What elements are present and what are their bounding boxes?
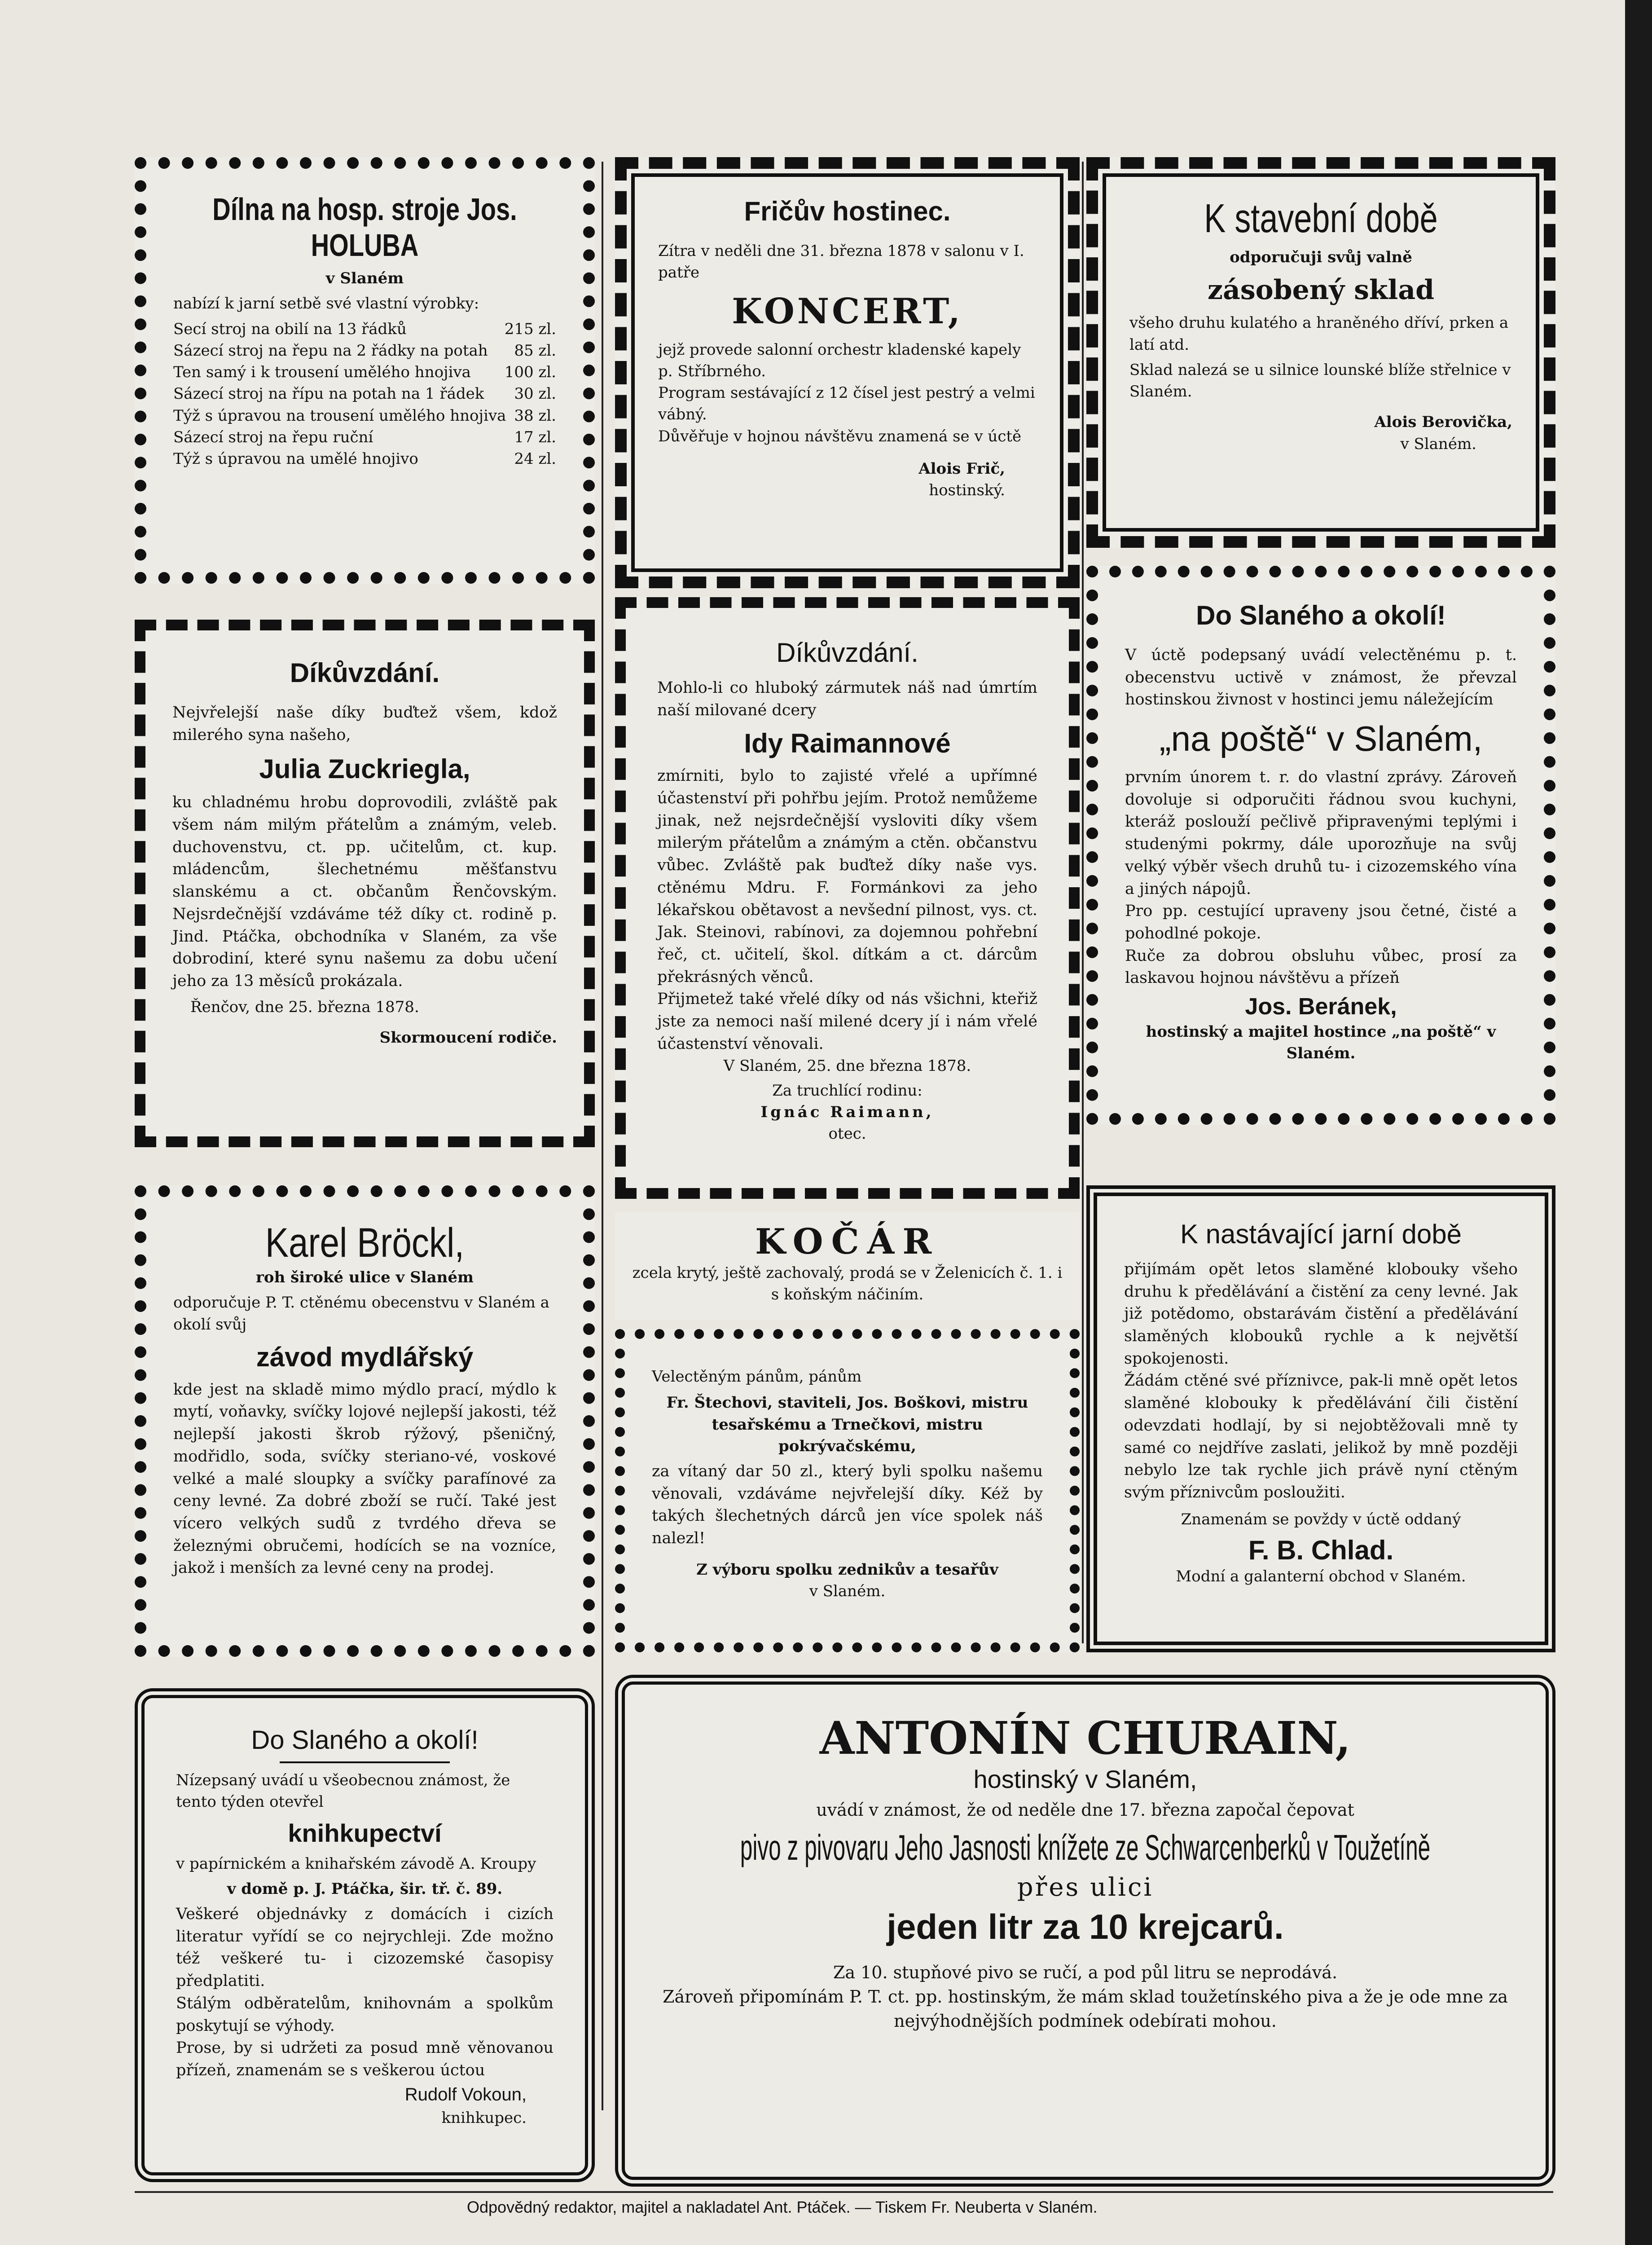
kroupa-rule xyxy=(280,1761,449,1763)
fric-title: Fričův hostinec. xyxy=(744,196,951,226)
fric-signature: Alois Frič, xyxy=(918,459,1005,478)
ad-kocar xyxy=(615,1212,1080,1320)
berovicka-title: K stavební době xyxy=(1204,196,1438,241)
raimann-for-family: Za truchlící rodinu: xyxy=(772,1081,923,1100)
fric-text2: Program sestávající z 12 čísel jest pestrý a velmi vábný. xyxy=(658,384,1035,424)
beranek-body1: prvním únorem t. r. do vlastní zprávy. Zároveň dovoluje si odporučiti řádnou svou kuchyni, kteráž poslouží pečlivě připravenými teplými i studenými pokrmy, dále uporozňuje na svůj velký výběr všech druhů tu- i cizozemského vína a jiných nápojů. xyxy=(1125,768,1517,898)
price-row xyxy=(173,448,556,470)
spolek-greeting: Velectěným pánům, pánům xyxy=(652,1368,862,1386)
churain-headline: pivo z pivovaru Jeho Jasnosti knížete ze Schwarcenberků v Toužetíně xyxy=(740,1827,1431,1867)
holub-intro: nabízí k jarní setbě své vlastní výrobky: xyxy=(173,295,479,313)
price-value: 24 zl. xyxy=(514,450,556,468)
price-item: Sázecí stroj na řepu na 2 řádky na potah xyxy=(173,341,488,360)
berovicka-text2: Sklad nalezá se u silnice lounské blíže střelnice v Slaném. xyxy=(1129,361,1511,401)
price-item: Týž s úpravou na umělé hnojivo xyxy=(173,450,418,468)
ad-brockl xyxy=(135,1185,595,1657)
footer-imprint: Odpovědný redaktor, majitel a nakladatel Ant. Ptáček. — Tiskem Fr. Neuberta v Slaném. xyxy=(467,2198,1098,2216)
price-item: Sázecí stroj na řepu ruční xyxy=(173,428,373,446)
beranek-signature: Jos. Beránek, xyxy=(1245,993,1397,1020)
ad-berovicka xyxy=(1086,157,1555,548)
zuckriegl-body: ku chladnému hrobu doprovodili, zvláště pak všem nám milým přátelům a známým, veleb. duchovenstvu, ct. pp. učitelům, ct. kup. mládencům, šlechetnému měšťanstvu slanskému a ct. občanům Řenčovským. Nejsrdečnější vzdáváme též díky ct. rodině p. Jind. Ptáčka, obchodníka v Slaném, za vše dobrodiní, které synu našemu za dobu učení jeho za 13 měsíců prokázala. xyxy=(172,793,557,990)
fric-date-line: Zítra v neděli dne 31. března 1878 v salonu v I. patře xyxy=(658,242,1024,282)
chlad-shop: Modní a galanterní obchod v Slaném. xyxy=(1176,1567,1466,1585)
chlad-closing: Znamenám se povždy v úctě oddaný xyxy=(1181,1510,1461,1528)
churain-intro: uvádí v známost, že od neděle dne 17. března započal čepovat xyxy=(816,1800,1354,1820)
kroupa-address: v domě p. J. Ptáčka, šir. tř. č. 89. xyxy=(227,1880,503,1898)
raimann-date: V Slaném, 25. dne března 1878. xyxy=(723,1057,971,1075)
column-rule-left xyxy=(602,162,603,2110)
price-value: 17 zl. xyxy=(514,428,556,446)
raimann-intro: Mohlo-li co hluboký zármutek náš nad úmrtím naší milované dcery xyxy=(657,679,1037,719)
raimann-body2: Přijmetež také vřelé díky od nás všichni, kteřiž jste za nemoci naší milené dcery jí i nám vřelé účastenství věnovali. xyxy=(657,990,1037,1053)
churain-price: jeden litr za 10 krejcarů. xyxy=(887,1906,1284,1946)
footer-rule xyxy=(135,2191,1553,2193)
beranek-role: hostinský a majitel hostince „na poště“ v Slaném. xyxy=(1146,1022,1496,1063)
kroupa-headline: knihkupectví xyxy=(288,1818,442,1847)
berovicka-headline: zásobený sklad xyxy=(1207,274,1435,306)
price-row xyxy=(173,318,556,340)
brockl-body: kde jest na skladě mimo mýdlo prací, mýdlo k mytí, voňavky, svíčky lojové nejlepší jakosti, též nejlepší jakosti škrob rýžový, pšeničný, modřidlo, soda, svíčky steriano-vé, voskové velké a malé sloupky a svíčky parafínové za ceny levné. Za dobré zboží se ručí. Také jest vícero velkých sudů z tvrdého dřeva se železnými obručemi, hodících se na vozníce, jakož i menších za levné ceny na prodej. xyxy=(173,1380,556,1577)
churain-text1: Za 10. stupňové pivo se ručí, a pod půl litru se neprodává. xyxy=(833,1962,1338,1982)
spolek-place: v Slaném. xyxy=(809,1582,886,1601)
spolek-names: Fr. Štechovi, staviteli, Jos. Boškovi, mistru tesařskému a Trnečkovi, mistru pokrývačskému, xyxy=(666,1394,1028,1455)
kroupa-body1: Veškeré objednávky z domácích i cizích literatur vyřídí se co nejrychleji. Zde možno též veškeré tu- i cizozemské časopisy předplatiti. xyxy=(176,1905,554,1990)
holub-title: Dílna na hosp. stroje Jos. HOLUBA xyxy=(212,192,517,263)
brockl-intro: odporučuje P. T. ctěnému obecenstvu v Slaném a okolí svůj xyxy=(173,1294,549,1334)
holub-place: v Slaném xyxy=(325,269,404,287)
fric-role: hostinský. xyxy=(929,481,1005,500)
berovicka-signature: Alois Berovička, xyxy=(1374,413,1512,431)
beranek-intro: V úctě podepsaný uvádí velectěnému p. t. obecenstvu uctivě v známost, že převzal hostinskou živnost v hostinci jemu náležejícím xyxy=(1125,646,1517,709)
ad-holub xyxy=(135,157,595,584)
chlad-body: přijímám opět letos slaměné klobouky všeho druhu k předělávání a čistění za ceny levné. Jak již potědomo, obstarávám čistění a předělávání slaměných klobouků rychle a k největší spokojenosti. xyxy=(1124,1260,1518,1368)
fric-text1: jejž provede salonní orchestr kladenské kapely p. Stříbrného. xyxy=(658,340,1021,380)
beranek-title: Do Slaného a okolí! xyxy=(1196,600,1446,630)
price-row xyxy=(173,405,556,427)
raimann-signature: Ignác Raimann, xyxy=(760,1103,934,1121)
kroupa-body2: Stálým odběratelům, knihovnám a spolkům poskytují se výhody. xyxy=(176,1994,554,2035)
price-item: Týž s úpravou na trousení umělého hnojiva xyxy=(173,406,506,425)
chlad-signature: F. B. Chlad. xyxy=(1248,1535,1394,1565)
price-value: 215 zl. xyxy=(504,320,556,338)
churain-title: ANTONÍN CHURAIN, xyxy=(819,1712,1351,1765)
ad-raimann xyxy=(615,597,1080,1199)
ad-fric xyxy=(615,157,1080,588)
chlad-title: K nastávající jarní době xyxy=(1180,1219,1462,1249)
price-value: 30 zl. xyxy=(514,385,556,403)
ad-chlad xyxy=(1086,1185,1555,1652)
kroupa-body3: Prose, by si udržeti za posud mně věnovanou přízeň, znamenám se s veškerou úctou xyxy=(176,2039,554,2079)
brockl-location: roh široké ulice v Slaném xyxy=(256,1268,474,1286)
beranek-body2: Pro pp. cestující upraveny jsou četné, čisté a pohodlné pokoje. xyxy=(1125,902,1517,942)
beranek-body3: Ruče za dobrou obsluhu vůbec, prosí za laskavou hojnou návštěvu a přízeň xyxy=(1125,946,1517,987)
price-row xyxy=(173,361,556,383)
berovicka-text1: všeho druhu kulatého a hraněného dříví, prken a latí atd. xyxy=(1129,314,1509,354)
price-item: Sázecí stroj na řípu na potah na 1 řádek xyxy=(173,385,484,403)
raimann-name: Idy Raimannové xyxy=(744,728,951,759)
price-item: Secí stroj na obilí na 13 řádků xyxy=(173,320,407,338)
berovicka-place: v Slaném. xyxy=(1400,435,1476,453)
kroupa-line: v papírnickém a knihařském závodě A. Kroupy xyxy=(176,1854,536,1873)
brockl-title: Karel Bröckl, xyxy=(265,1220,465,1266)
ad-zuckriegl xyxy=(135,620,595,1147)
spolek-signature: Z výboru spolku zednikův a tesařův xyxy=(696,1560,998,1579)
churain-subtitle: hostinský v Slaném, xyxy=(973,1765,1197,1793)
kroupa-signature: Rudolf Vokoun, xyxy=(404,2084,527,2104)
churain-line: přes ulici xyxy=(1017,1872,1154,1902)
kocar-title: KOČÁR xyxy=(755,1221,940,1262)
spolek-body: za vítaný dar 50 zl., který byli spolku našemu věnovali, vzdáváme nejvřelejší díky. Kéž by takých šlechetných dárců jen více spolek náš nalezl! xyxy=(652,1462,1043,1548)
ad-beranek xyxy=(1086,566,1555,1125)
price-value: 100 zl. xyxy=(504,363,556,382)
price-item: Ten samý i k trousení umělého hnojiva xyxy=(173,363,471,382)
raimann-body1: zmírniti, bylo to zajisté vřelé a upřímné účastenství při pohřbu jejím. Protož nemůžeme jinak, než nejsrdečnější vysloviti díky všem milerým přátelům a známým a ctěn. občanstvu vůbec. Zvláště pak buďtež díky naše vys. ctěnému Mdru. F. Formánkovi za jeho lékařskou obětavost a nevšední pilnost, vys. ct. Jak. Steinovi, rabínovi, za dojemnou pohřební řeč, ct. učitelí, škol. dítkám a ct. dárcům překrásných věnců. xyxy=(657,767,1037,986)
kroupa-role: knihkupec. xyxy=(441,2109,527,2127)
page-edge-shadow xyxy=(1625,0,1652,2245)
beranek-headline: „na poště“ v Slaném, xyxy=(1159,719,1483,759)
ad-kroupa xyxy=(135,1688,595,2182)
holub-price-list xyxy=(173,318,556,470)
price-value: 38 zl. xyxy=(514,406,556,425)
price-row xyxy=(173,383,556,405)
zuckriegl-date: Řenčov, dne 25. března 1878. xyxy=(190,998,419,1016)
price-value: 85 zl. xyxy=(514,341,556,360)
zuckriegl-intro: Nejvřelejší naše díky buďtež všem, kdož milerého syna našeho, xyxy=(172,704,557,744)
churain-text2: Zároveň připomínám P. T. ct. pp. hostinským, že mám sklad toužetínského piva a že je ode mne za nejvýhodnějších podmínek odebírati mohou. xyxy=(663,1986,1508,2031)
kroupa-title: Do Slaného a okolí! xyxy=(251,1726,479,1755)
brockl-headline: závod mydlářský xyxy=(256,1342,474,1372)
ad-churain xyxy=(615,1675,1555,2187)
zuckriegl-title: Díkůvzdání. xyxy=(290,658,440,688)
raimann-role: otec. xyxy=(828,1125,866,1143)
zuckriegl-name: Julia Zuckriegla, xyxy=(259,754,470,784)
kroupa-intro: Nízepsaný uvádí u všeobecnou známost, že tento týden otevřel xyxy=(176,1771,510,1811)
zuckriegl-signature: Skormoucení rodiče. xyxy=(379,1028,557,1047)
price-row xyxy=(173,340,556,361)
raimann-title: Díkůvzdání. xyxy=(776,638,918,668)
kocar-text: zcela krytý, ještě zachovalý, prodá se v Želenicích č. 1. i s koňským náčiním. xyxy=(632,1264,1063,1304)
fric-text3: Důvěřuje v hojnou návštěvu znamená se v úctě xyxy=(658,427,1022,445)
fric-headline: KONCERT, xyxy=(732,291,963,332)
berovicka-line1: odporučuji svůj valně xyxy=(1230,248,1412,266)
chlad-body2: Žádám ctěné své příznivce, pak-li mně opět letos slaměné klobouky k předělávání čili čistění odevzdati hodlají, by si nejobtěžovali mně ty samé co nejdříve zaslati, jelikož by mně později nebylo lze tak rychle jich právě nyní ctěným svým příznivcům posloužiti. xyxy=(1124,1372,1518,1501)
ad-spolek xyxy=(615,1329,1080,1652)
price-row xyxy=(173,427,556,448)
column-rule-right xyxy=(1082,162,1084,1643)
